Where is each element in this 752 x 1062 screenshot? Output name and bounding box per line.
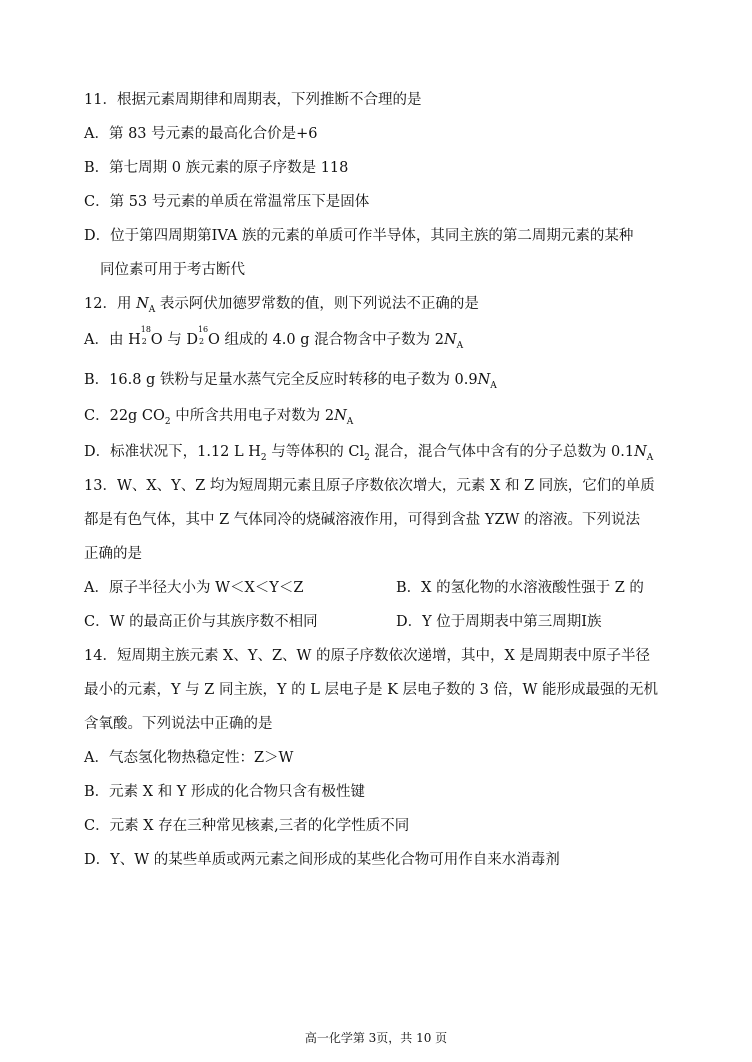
mass-number: 16 xyxy=(197,325,209,334)
q13-stem-line1: 13．W、X、Y、Z 均为短周期元素且原子序数依次增大，元素 X 和 Z 同族，它们的单质 xyxy=(84,478,655,494)
atom-count: 2 xyxy=(141,337,147,346)
subscript: 2 xyxy=(364,452,370,463)
q12-a-post: O 组成的 4.0 g 混合物含中子数为 2 xyxy=(207,332,444,348)
q11-stem: 11．根据元素周期律和周期表，下列推断不合理的是 xyxy=(84,92,422,108)
subscript: 2 xyxy=(164,416,171,427)
q14-option-c: C．元素 X 存在三种常见核素,三者的化学性质不同 xyxy=(84,818,410,834)
q14-option-b: B．元素 X 和 Y 形成的化合物只含有极性键 xyxy=(84,784,365,800)
q13-options-row1 xyxy=(84,578,684,598)
q12-stem-post: 表示阿伏加德罗常数的值，则下列说法不正确的是 xyxy=(155,296,479,312)
q11-option-c: C．第 53 号元素的单质在常温常压下是固体 xyxy=(84,194,370,210)
avogadro-symbol: N xyxy=(443,332,457,348)
avogadro-subscript: A xyxy=(490,380,497,391)
avogadro-symbol: N xyxy=(334,408,347,424)
q12-option-d xyxy=(84,442,653,462)
q12-a-mid: O 与 D xyxy=(150,332,198,348)
q13-option-b: B．X 的氢化物的水溶液酸性强于 Z 的 xyxy=(396,580,644,596)
q12-a-pre: A．由 H xyxy=(84,332,141,348)
q12-d-pre: D．标准状况下，1.12 L H xyxy=(84,444,261,460)
subscript: 2 xyxy=(260,452,267,463)
q14-stem-line3: 含氧酸。下列说法中正确的是 xyxy=(84,716,273,732)
q13-options-row2 xyxy=(84,612,684,632)
avogadro-symbol: N xyxy=(136,296,149,312)
q12-d-post: 混合，混合气体中含有的分子总数为 0.1 xyxy=(369,444,635,460)
avogadro-symbol: N xyxy=(477,372,491,388)
avogadro-subscript: A xyxy=(148,304,156,315)
avogadro-subscript: A xyxy=(346,416,354,427)
q11-option-d-line2: 同位素可用于考古断代 xyxy=(100,262,245,278)
q13-option-c: C．W 的最高正价与其族序数不相同 xyxy=(84,614,318,630)
q13-stem-line3: 正确的是 xyxy=(84,546,142,562)
mass-number: 18 xyxy=(140,325,151,334)
q11-option-a: A．第 83 号元素的最高化合价是+6 xyxy=(84,126,318,142)
q12-option-c xyxy=(84,406,353,426)
q13-option-d: D．Y 位于周期表中第三周期Ⅰ族 xyxy=(396,614,602,630)
d-isotope-notation xyxy=(197,325,209,346)
q12-c-pre: C．22g CO xyxy=(84,408,165,424)
q11-option-b: B．第七周期 0 族元素的原子序数是 118 xyxy=(84,160,349,176)
page-footer: 高一化学第 3页，共 10 页 xyxy=(304,1031,448,1045)
q13-option-a: A．原子半径大小为 W＜X＜Y＜Z xyxy=(84,580,304,596)
q12-option-b xyxy=(84,370,497,390)
q11-option-d-line1: D．位于第四周期第ⅠVA 族的元素的单质可作半导体，其同主族的第二周期元素的某种 xyxy=(84,228,634,244)
avogadro-symbol: N xyxy=(634,444,647,460)
q14-stem-line1: 14．短周期主族元素 X、Y、Z、W 的原子序数依次递增，其中，X 是周期表中原子半径 xyxy=(84,648,650,664)
q12-c-mid: 中所含共用电子对数为 2 xyxy=(170,408,335,424)
q12-stem xyxy=(84,294,479,314)
atom-count: 2 xyxy=(198,337,205,346)
q12-option-a xyxy=(84,325,464,351)
q12-b-text: B．16.8 g 铁粉与足量水蒸气完全反应时转移的电子数为 0.9 xyxy=(84,372,478,388)
avogadro-subscript: A xyxy=(646,452,654,463)
avogadro-subscript: A xyxy=(456,340,464,351)
q13-stem-line2: 都是有色气体，其中 Z 气体同冷的烧碱溶液作用，可得到含盐 YZW 的溶液。下列说法 xyxy=(84,512,641,528)
q14-stem-line2: 最小的元素，Y 与 Z 同主族，Y 的 L 层电子是 K 层电子数的 3 倍，W 能形成最强的无机 xyxy=(84,682,659,698)
q14-option-a: A．气态氢化物热稳定性：Z＞W xyxy=(84,750,294,766)
q14-option-d: D．Y、W 的某些单质或两元素之间形成的某些化合物可用作自来水消毒剂 xyxy=(84,852,560,868)
h-isotope-notation xyxy=(140,325,151,346)
q12-d-mid: 与等体积的 Cl xyxy=(266,444,365,460)
q12-stem-pre: 12．用 xyxy=(84,296,137,312)
